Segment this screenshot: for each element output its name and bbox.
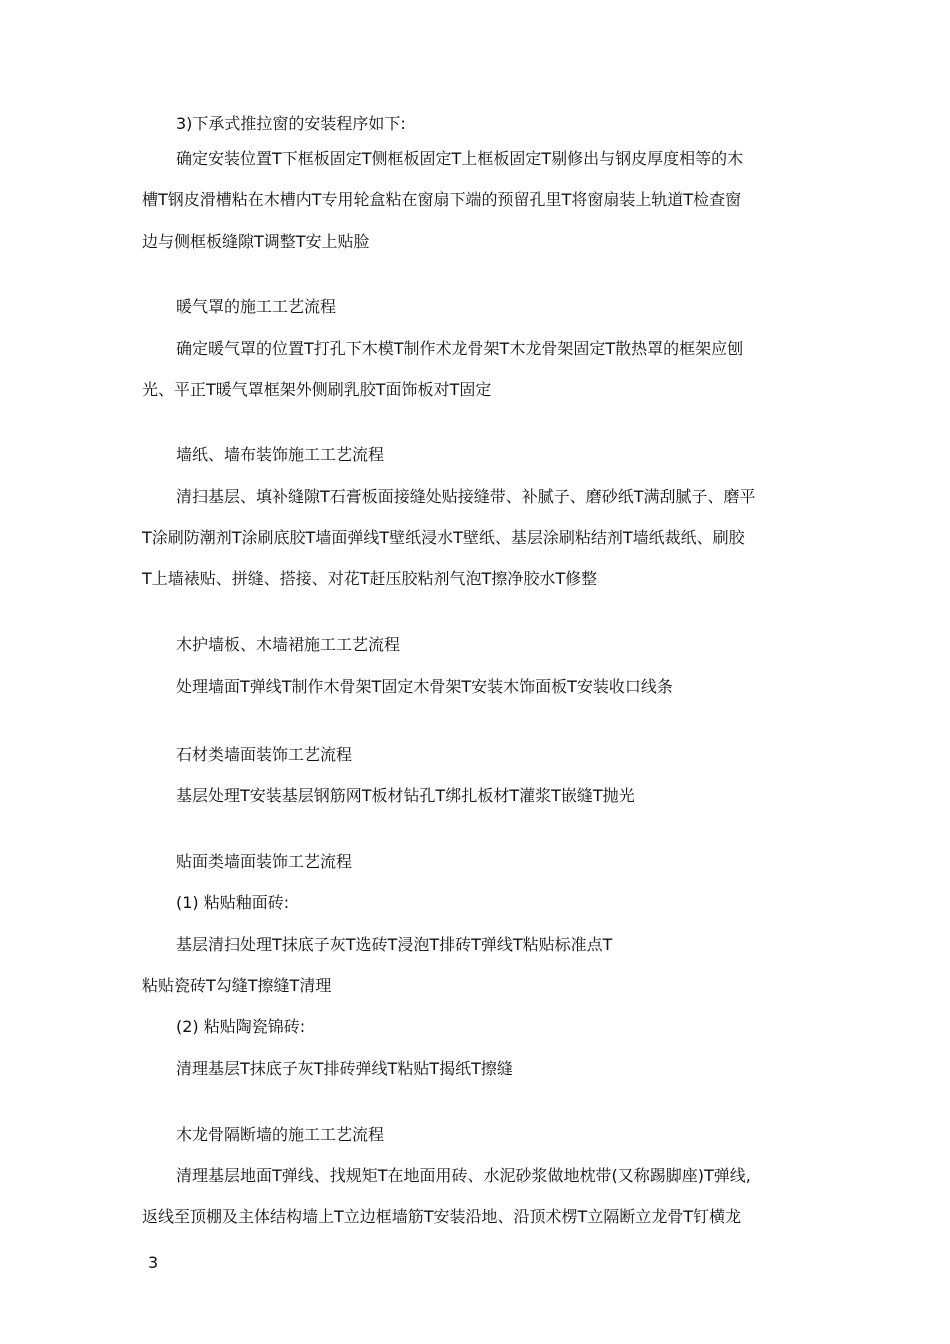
section-heading: 木龙骨隔断墙的施工工艺流程	[176, 1125, 385, 1144]
text-line: 基层清扫处理T抹底子灰T选砖T浸泡T排砖T弹线T粘贴标准点T	[176, 935, 613, 954]
text-line: 光、平正T暖气罩框架外侧刷乳胶T面饰板对T固定	[142, 380, 492, 399]
text-line: 基层处理T安装基层钢筋网T板材钻孔T绑扎板材T灌浆T嵌缝T抛光	[176, 786, 635, 805]
section-heading: 暖气罩的施工工艺流程	[176, 297, 337, 316]
subsection-label: (1) 粘贴釉面砖:	[176, 893, 290, 912]
text-line: 处理墙面T弹线T制作木骨架T固定木骨架T安装木饰面板T安装收口线条	[176, 677, 673, 696]
text-line: 清理基层T抹底子灰T排砖弹线T粘贴T揭纸T擦缝	[176, 1059, 513, 1078]
section-heading: 木护墙板、木墙裙施工工艺流程	[176, 635, 401, 654]
text-line: 确定暖气罩的位置T打孔下木模T制作术龙骨架T木龙骨架固定T散热罩的框架应刨	[176, 339, 744, 358]
subsection-label: (2) 粘贴陶瓷锦砖:	[176, 1017, 306, 1036]
section-heading: 墙纸、墙布装饰施工工艺流程	[176, 445, 385, 464]
section-heading: 贴面类墙面装饰工艺流程	[176, 852, 353, 871]
page-number: 3	[148, 1253, 159, 1272]
text-line: 槽T钢皮滑槽粘在木槽内T专用轮盒粘在窗扇下端的预留孔里T将窗扇装上轨道T检查窗	[142, 190, 742, 209]
text-line: T上墙裱贴、拼缝、搭接、对花T赶压胶粘剂气泡T擦净胶水T修整	[142, 569, 598, 588]
text-line: 清理基层地面T弹线、找规矩T在地面用砖、水泥砂浆做地枕带(又称踢脚座)T弹线,	[176, 1166, 751, 1185]
text-line: 粘贴瓷砖T勾缝T擦缝T清理	[142, 976, 332, 995]
text-line: 确定安装位置T下框板固定T侧框板固定T上框板固定T剔修出与钢皮厚度相等的木	[176, 149, 744, 168]
text-line: 边与侧框板缝隙T调整T安上贴脸	[142, 232, 370, 251]
text-line: 3)下承式推拉窗的安装程序如下:	[176, 114, 406, 133]
text-line: 清扫基层、填补缝隙T石膏板面接缝处贴接缝带、补腻子、磨砂纸T满刮腻子、磨平	[176, 487, 756, 506]
section-heading: 石材类墙面装饰工艺流程	[176, 745, 353, 764]
text-line: T涂刷防潮剂T涂刷底胶T墙面弹线T壁纸浸水T壁纸、基层涂刷粘结剂T墙纸裁纸、刷胶	[142, 528, 745, 547]
text-line: 返线至顶棚及主体结构墙上T立边框墙筋T安装沿地、沿顶术楞T立隔断立龙骨T钉横龙	[142, 1207, 742, 1226]
